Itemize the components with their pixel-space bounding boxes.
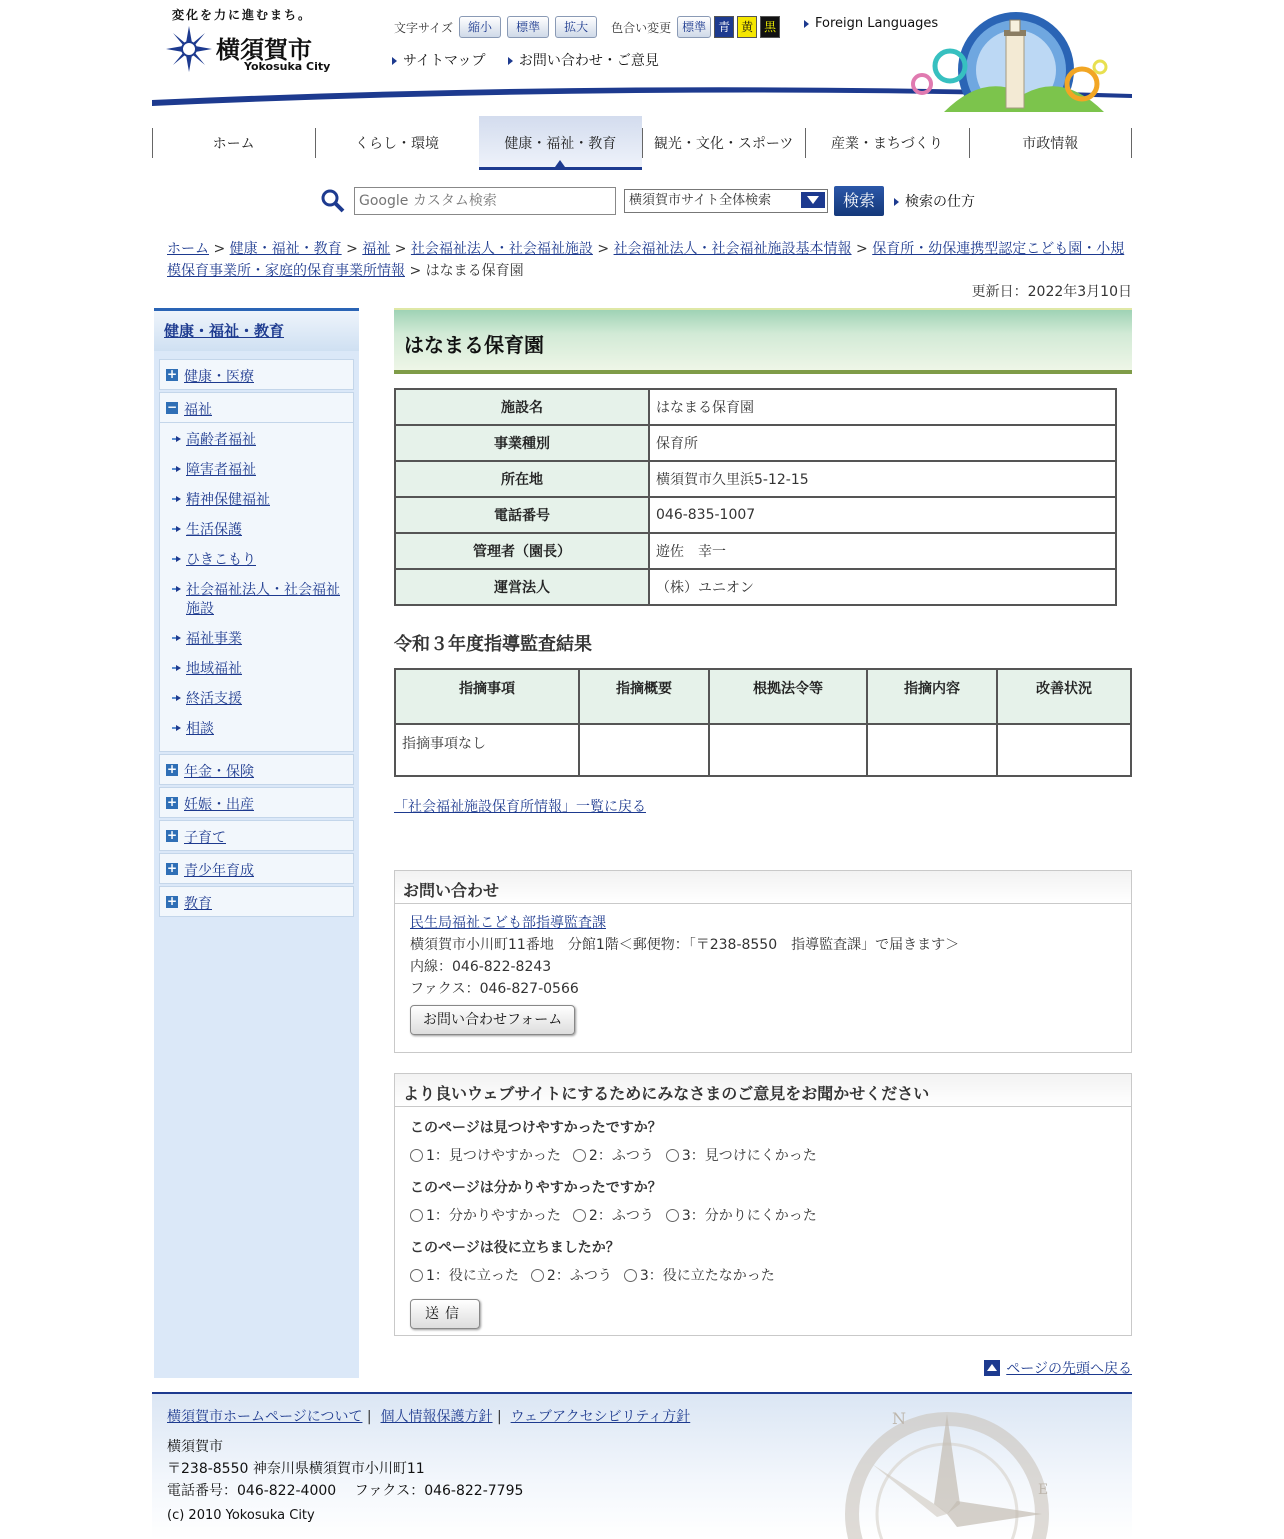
sidebar-title[interactable] (154, 308, 359, 351)
sidebar-sub-community[interactable] (160, 655, 353, 685)
nav-label: ホーム (212, 136, 255, 152)
footer-copyright: (c) 2010 Yokosuka City (167, 1508, 315, 1523)
option-label: 2：ふつう (588, 1148, 654, 1164)
table-header-cell: 管理者（園長） (395, 533, 649, 569)
table-row (395, 533, 1116, 569)
foreign-languages-label: Foreign Languages (815, 16, 939, 31)
table-header-cell: 根拠法令等 (709, 669, 867, 724)
option-label: 1：見つけやすかった (426, 1148, 561, 1164)
table-header-cell: 指摘内容 (867, 669, 997, 724)
page-title-bar (394, 308, 1132, 374)
search-input[interactable] (354, 187, 616, 215)
nav-label: 産業・まちづくり (831, 136, 943, 152)
option-label: 3：見つけにくかった (681, 1148, 817, 1164)
survey-option[interactable] (666, 1145, 817, 1165)
survey-question: このページは見つけやすかったですか？ (410, 1120, 662, 1136)
table-row (395, 724, 1131, 776)
arrow-icon (172, 635, 180, 641)
survey-options (410, 1265, 1116, 1285)
audit-heading: 令和３年度指導監査結果 (394, 634, 592, 655)
sidebar-cat-health[interactable] (159, 359, 354, 390)
footer-about-link[interactable]: 横須賀市ホームページについて (167, 1409, 363, 1425)
nav-home[interactable] (152, 116, 315, 170)
survey-option[interactable] (573, 1205, 654, 1225)
table-header-cell: 指摘概要 (579, 669, 709, 724)
minus-icon: − (166, 400, 178, 414)
arrow-icon (172, 695, 180, 701)
search-button[interactable]: 検索 (834, 186, 884, 216)
color-blue-button[interactable]: 青 (714, 16, 734, 38)
sidebar-sub-mental-health[interactable] (160, 486, 353, 516)
inquiry-form-button[interactable]: お問い合わせフォーム (410, 1005, 575, 1035)
compass-illustration (832, 1404, 1072, 1539)
survey-option[interactable] (531, 1265, 612, 1285)
arrow-icon (172, 665, 180, 671)
table-cell (867, 724, 997, 776)
arrow-icon (894, 198, 899, 206)
breadcrumb-basic-info[interactable]: 社会福祉法人・社会福祉施設基本情報 (613, 241, 852, 257)
survey-option[interactable] (666, 1205, 817, 1225)
search-bar (320, 186, 975, 216)
accessibility-tools (394, 16, 783, 38)
search-scope-value: 横須賀市サイト全体検索 (629, 193, 772, 208)
option-label: 1：分かりやすかった (426, 1208, 561, 1224)
sidebar-sub-disability[interactable] (160, 456, 353, 486)
radio-button[interactable] (410, 1209, 423, 1222)
table-cell: 保育所 (649, 425, 1116, 461)
back-to-top-label: ページの先頭へ戻る (1006, 1361, 1132, 1377)
nav-label: 健康・福祉・教育 (504, 136, 617, 152)
table-header-cell: 運営法人 (395, 569, 649, 605)
arrow-icon (172, 496, 180, 502)
sidebar-sub-label: 障害者福祉 (186, 462, 256, 478)
sidebar-sub-label: 生活保護 (186, 522, 242, 538)
arrow-icon (172, 436, 180, 442)
nav-label: 観光・文化・スポーツ (653, 136, 794, 152)
plus-icon: + (166, 795, 178, 809)
color-change-label: 色合い変更 (611, 20, 672, 35)
nav-city-info[interactable] (969, 116, 1132, 170)
sidebar-cat-pregnancy[interactable] (159, 787, 354, 818)
survey-options (410, 1205, 1116, 1225)
table-cell (997, 724, 1131, 776)
sitemap-label: サイトマップ (403, 53, 486, 69)
radio-button[interactable] (573, 1149, 586, 1162)
sidebar-sub-list (159, 422, 354, 752)
back-to-top-link[interactable] (984, 1358, 1132, 1378)
logo-city-name: 横須賀市 (216, 35, 312, 64)
table-row (395, 569, 1116, 605)
font-smaller-button[interactable]: 縮小 (459, 16, 501, 38)
nav-label: 市政情報 (1022, 136, 1079, 152)
radio-button[interactable] (573, 1209, 586, 1222)
sidebar-sub-elderly[interactable] (160, 426, 353, 456)
sidebar-sub-welfare-business[interactable] (160, 625, 353, 655)
breadcrumb: ホーム > 健康・福祉・教育 > 福祉 > 社会福祉法人・社会福祉施設 > 社会福祉法人・社会福祉施設基本情報 > 保育所・幼保連携型認定こども園・小規模保育事業所・家庭的保育事業所情報 > はなまる保育園 (167, 241, 1125, 279)
facility-info-table (394, 388, 1117, 606)
sidebar-cat-label: 教育 (184, 896, 212, 912)
sidebar-sub-label: 終活支援 (186, 691, 242, 707)
table-header-cell: 事業種別 (395, 425, 649, 461)
sidebar-cat-youth[interactable] (159, 853, 354, 884)
survey-option[interactable] (410, 1145, 561, 1165)
survey-box (394, 1073, 1132, 1336)
arrow-icon (172, 526, 180, 532)
radio-button[interactable] (410, 1269, 423, 1282)
plus-icon: + (166, 828, 178, 842)
sidebar-sub-label: 地域福祉 (186, 661, 242, 677)
arrow-icon (172, 725, 180, 731)
site-logo[interactable] (166, 6, 336, 76)
sidebar-sub-consultation[interactable] (160, 715, 353, 745)
table-header-cell: 所在地 (395, 461, 649, 497)
inquiry-fax: ファクス：046-827-0566 (410, 981, 579, 997)
table-cell: （株）ユニオン (649, 569, 1116, 605)
footer-privacy-link[interactable]: 個人情報保護方針 (380, 1409, 493, 1425)
survey-option[interactable] (410, 1265, 519, 1285)
survey-title: より良いウェブサイトにするためにみなさまのご意見をお聞かせください (403, 1084, 930, 1103)
radio-button[interactable] (531, 1269, 544, 1282)
table-row (395, 425, 1116, 461)
breadcrumb-health-welfare[interactable]: 健康・福祉・教育 (229, 241, 342, 257)
sidebar-sub-label: 社会福祉法人・社会福祉施設 (186, 582, 340, 617)
sidebar-title-label: 健康・福祉・教育 (164, 322, 285, 340)
survey-option[interactable] (624, 1265, 775, 1285)
page-title: はなまる保育園 (404, 333, 544, 357)
lighthouse-illustration (904, 12, 1114, 112)
survey-option[interactable] (410, 1205, 561, 1225)
nav-living[interactable] (315, 116, 478, 170)
sidebar-cat-label: 健康・医療 (184, 369, 254, 385)
breadcrumb-current: はなまる保育園 (425, 263, 524, 279)
plus-icon: + (166, 762, 178, 776)
table-header-cell: 電話番号 (395, 497, 649, 533)
option-label: 1：役に立った (426, 1268, 519, 1284)
main-content (394, 308, 1132, 1322)
arrow-icon (172, 466, 180, 472)
site-header (152, 0, 1132, 115)
arrow-icon (804, 20, 809, 28)
arrow-icon (392, 57, 397, 65)
arrow-up-icon (984, 1360, 1000, 1376)
plus-icon: + (166, 894, 178, 908)
search-scope-select[interactable] (624, 189, 828, 213)
nav-label: くらし・環境 (354, 136, 439, 152)
inquiry-address: 横須賀市小川町11番地 分館1階＜郵便物：「〒238-8550 指導監査課」で届きます＞ (410, 937, 960, 953)
table-cell (579, 724, 709, 776)
survey-question: このページは役に立ちましたか？ (410, 1240, 620, 1256)
sidebar-cat-welfare[interactable] (159, 392, 354, 423)
option-label: 3：役に立たなかった (639, 1268, 775, 1284)
nav-health-welfare[interactable] (479, 116, 642, 170)
inquiry-box (394, 870, 1132, 1053)
sidebar-cat-label: 青少年育成 (184, 863, 254, 879)
breadcrumb-welfare[interactable]: 福祉 (362, 241, 391, 257)
search-help-label: 検索の仕方 (905, 194, 975, 210)
sidebar-sub-label: 相談 (186, 721, 214, 737)
city-emblem-icon (166, 26, 212, 72)
search-icon (320, 188, 346, 214)
table-cell: 指摘事項なし (395, 724, 579, 776)
table-row (395, 389, 1116, 425)
footer-links: 横須賀市ホームページについて | 個人情報保護方針 | ウェブアクセシビリティ方針 (167, 1409, 691, 1425)
sidebar-cat-education[interactable] (159, 886, 354, 917)
survey-question: このページは分かりやすかったですか？ (410, 1180, 662, 1196)
sidebar-cat-label: 福祉 (184, 402, 212, 418)
logo-city-name-en: Yokosuka City (244, 60, 331, 73)
sidebar-cat-childcare[interactable] (159, 820, 354, 851)
table-cell: はなまる保育園 (649, 389, 1116, 425)
breadcrumb-home[interactable]: ホーム (167, 241, 209, 257)
compass-e-label: E (1038, 1482, 1049, 1498)
sidebar-sub-label: 高齢者福祉 (186, 432, 256, 448)
back-to-list-link[interactable]: 「社会福祉施設保育所情報」一覧に戻る (394, 799, 646, 815)
color-standard-button[interactable]: 標準 (677, 16, 711, 38)
survey-header (395, 1074, 1131, 1107)
survey-submit-button[interactable]: 送信 (410, 1299, 480, 1329)
option-label: 2：ふつう (588, 1208, 654, 1224)
table-cell (709, 724, 867, 776)
breadcrumb-nursery-info[interactable]: 保育所・幼保連携型認定こども園・小規模保育事業所・家庭的保育事業所情報 (167, 241, 1125, 279)
inquiry-dept-link[interactable]: 民生局福祉こども部指導監査課 (410, 915, 606, 931)
inquiry-title: お問い合わせ (403, 881, 500, 900)
nav-industry[interactable] (805, 116, 968, 170)
survey-options (410, 1145, 1116, 1165)
global-nav (152, 116, 1132, 170)
table-row (395, 669, 1131, 724)
color-black-button[interactable]: 黒 (760, 16, 780, 38)
audit-table (394, 668, 1132, 777)
arrow-icon (172, 556, 180, 562)
table-header-cell: 指摘事項 (395, 669, 579, 724)
sidebar-sub-label: 福祉事業 (186, 631, 242, 647)
plus-icon: + (166, 861, 178, 875)
footer-address-block (167, 1436, 523, 1502)
footer-phone: 電話番号：046-822-4000 ファクス：046-822-7795 (167, 1483, 524, 1499)
footer-accessibility-link[interactable]: ウェブアクセシビリティ方針 (510, 1409, 691, 1425)
sidebar-sub-hikikomori[interactable] (160, 546, 353, 576)
search-help-link[interactable] (894, 191, 975, 211)
updated-date: 更新日：2022年3月10日 (971, 284, 1132, 300)
table-header-cell: 改善状況 (997, 669, 1131, 724)
contact-link[interactable] (508, 53, 659, 69)
logo-tagline: 変化を力に進むまち。 (172, 8, 313, 22)
font-standard-button[interactable]: 標準 (507, 16, 549, 38)
plus-icon: + (166, 367, 178, 381)
radio-button[interactable] (666, 1149, 679, 1162)
radio-button[interactable] (410, 1149, 423, 1162)
sidebar-sub-social-welfare[interactable] (160, 576, 353, 625)
inquiry-tel: 内線：046-822-8243 (410, 959, 552, 975)
sidebar (154, 308, 359, 1378)
arrow-icon (172, 586, 180, 592)
table-cell: 046-835-1007 (649, 497, 1116, 533)
radio-button[interactable] (624, 1269, 637, 1282)
sidebar-sub-label: 精神保健福祉 (186, 492, 270, 508)
option-label: 3：分かりにくかった (681, 1208, 817, 1224)
sidebar-sub-end-of-life[interactable] (160, 685, 353, 715)
table-cell: 遊佐 幸一 (649, 533, 1116, 569)
active-indicator-icon (555, 160, 565, 167)
chevron-down-icon (801, 192, 825, 208)
survey-option[interactable] (573, 1145, 654, 1165)
sidebar-cat-pension[interactable] (159, 754, 354, 785)
color-yellow-button[interactable]: 黄 (737, 16, 757, 38)
font-size-label: 文字サイズ (394, 20, 454, 35)
sidebar-sub-label: ひきこもり (186, 552, 256, 568)
table-cell: 横須賀市久里浜5-12-15 (649, 461, 1116, 497)
compass-n-label: N (892, 1409, 906, 1428)
radio-button[interactable] (666, 1209, 679, 1222)
table-row (395, 497, 1116, 533)
inquiry-header (395, 871, 1131, 904)
footer-address: 〒238-8550 神奈川県横須賀市小川町11 (167, 1461, 425, 1477)
contact-label: お問い合わせ・ご意見 (518, 53, 659, 69)
font-larger-button[interactable]: 拡大 (555, 16, 597, 38)
option-label: 2：ふつう (546, 1268, 612, 1284)
sidebar-cat-label: 妊娠・出産 (184, 797, 254, 813)
table-header-cell: 施設名 (395, 389, 649, 425)
breadcrumb-social-welfare[interactable]: 社会福祉法人・社会福祉施設 (410, 241, 593, 257)
sidebar-cat-label: 子育て (184, 830, 226, 846)
table-row (395, 461, 1116, 497)
footer-city-name: 横須賀市 (167, 1439, 223, 1455)
sidebar-cat-label: 年金・保険 (184, 764, 254, 780)
sidebar-sub-livelihood[interactable] (160, 516, 353, 546)
nav-tourism[interactable] (642, 116, 805, 170)
site-footer (152, 1392, 1132, 1539)
header-links (392, 50, 677, 70)
sitemap-link[interactable] (392, 53, 485, 69)
arrow-icon (508, 57, 513, 65)
